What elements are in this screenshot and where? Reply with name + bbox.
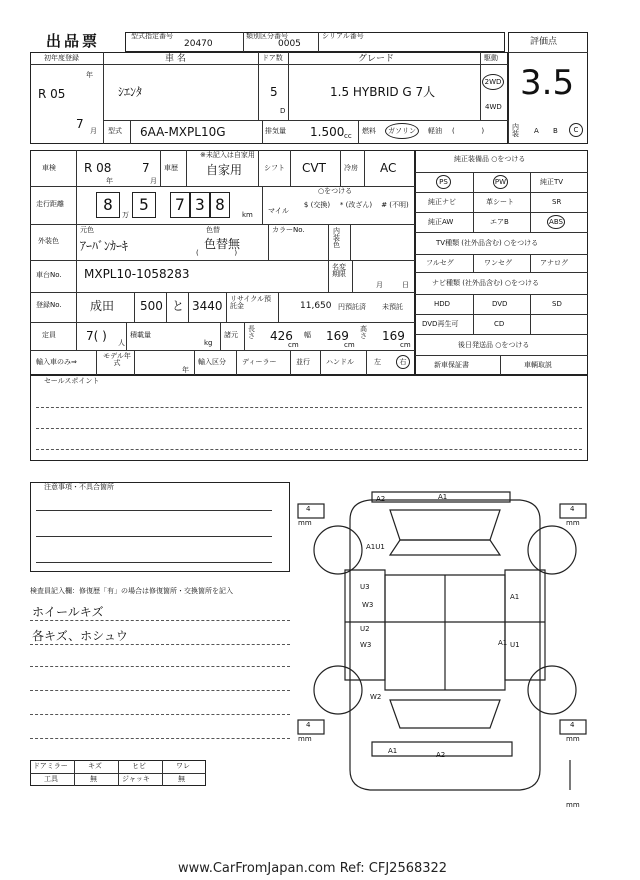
interior-grade-c-circled: C: [569, 123, 583, 137]
tread-front-left: 4: [306, 505, 311, 513]
tread-unit: mm: [566, 735, 580, 743]
equip-leather: 革シート: [486, 198, 514, 206]
tv-label: TV種類 (社外品含む) ○をつける: [436, 239, 539, 247]
interior-grade-a: A: [534, 127, 539, 135]
tread-rear-left: 4: [306, 721, 311, 729]
header-codes: [125, 32, 505, 52]
length-label: 長さ: [248, 325, 255, 340]
damage-mark: W3: [362, 601, 374, 609]
category-label: 類別区分番号: [246, 32, 288, 40]
equip-ps-circled: PS: [436, 175, 451, 189]
equip-pw-circled: PW: [493, 175, 508, 189]
recycle-label: リサイクル預託金: [230, 295, 272, 310]
grade-value: 1.5 HYBRID G 7人: [330, 85, 436, 99]
recycle-unpaid: 未預託: [382, 303, 403, 311]
repaint-label: 色替: [206, 226, 220, 234]
drive-label: 駆動: [484, 54, 498, 62]
year-unit: 年: [86, 71, 93, 79]
tamper-label: * (改ざん): [339, 201, 373, 209]
mileage-digit: 3: [190, 192, 210, 218]
legend-header: ワレ: [176, 762, 190, 770]
tread-unit: mm: [566, 801, 580, 809]
legend-header: ヒビ: [132, 762, 146, 770]
tread-front-right: 4: [570, 505, 575, 513]
inspector-label: 検査員記入欄：修復歴「有」の場合は修復箇所・交換箇所を記入: [30, 587, 233, 595]
reg-label: 登録No.: [36, 301, 62, 309]
damage-mark: A2: [436, 751, 446, 759]
handle-right-circled: 右: [396, 355, 410, 369]
height-value: 169: [382, 329, 405, 343]
unknown-label: # (不明): [381, 201, 409, 209]
chassis-label: 車台No.: [36, 271, 62, 279]
month-unit: 月: [90, 127, 97, 135]
damage-mark: A1: [498, 639, 508, 647]
car-name-label: 車 名: [165, 54, 186, 64]
width-label: 幅: [304, 331, 311, 339]
ac-value: AC: [380, 161, 397, 175]
handle-label: ハンドル: [326, 358, 354, 366]
import-label: 輸入車のみ⇒: [36, 358, 77, 366]
handle-left: 左: [374, 358, 381, 366]
equip-tv: 純正TV: [540, 178, 564, 186]
color-no-label: カラーNo.: [272, 226, 305, 234]
fuel-value-circled: ガソリン: [385, 123, 419, 139]
displacement-unit: cc: [344, 132, 352, 140]
tv-oneseg: ワンセグ: [484, 259, 512, 267]
exchange-label: $ (交換): [303, 201, 331, 209]
reg-kana: と: [172, 299, 185, 313]
type-label: 型式: [108, 127, 122, 135]
reg-area: 成田: [90, 299, 115, 313]
damage-mark: A2: [376, 495, 386, 503]
odometer-circle-hint: ○をつける: [318, 187, 353, 195]
legend-value: 無: [90, 775, 97, 783]
inspection-label: 車検: [42, 164, 56, 172]
interior-label: 内装: [512, 123, 519, 138]
length-value: 426: [270, 329, 293, 343]
watermark: www.CarFromJapan.com Ref: CFJ2568322: [178, 861, 448, 876]
tread-unit: mm: [298, 735, 312, 743]
reg-class: 500: [140, 299, 163, 313]
original-color-label: 元色: [80, 226, 94, 234]
form-title: 出品票: [46, 32, 101, 50]
notes-label: 注意事項・不具合箇所: [44, 483, 114, 491]
reg-number: 3440: [192, 299, 223, 313]
mileage-man: 万: [122, 211, 129, 219]
history-note: ※未記入は自家用: [200, 151, 255, 159]
equip-aw: 純正AW: [428, 218, 454, 226]
legend-header: ドアミラー: [33, 762, 68, 770]
equip-airbag: エアB: [490, 218, 509, 226]
interior-grade-b: B: [553, 127, 558, 135]
damage-mark: U2: [360, 625, 370, 633]
type-value: 6AA-MXPL10G: [140, 125, 226, 139]
mileage-unit: km: [242, 211, 253, 219]
equip-sr: SR: [552, 198, 562, 206]
recycle-value: 11,650: [300, 301, 332, 311]
first-reg-era: R 05: [38, 87, 66, 101]
mileage-label: 走行距離: [36, 200, 64, 208]
first-reg-month: 7: [76, 117, 84, 131]
mileage-digit: 8: [210, 192, 230, 218]
fuel-label: 燃料: [362, 127, 376, 135]
navi-hdd: HDD: [434, 300, 451, 308]
load-label: 積載量: [130, 331, 151, 339]
later-warranty: 新車保証書: [434, 361, 469, 369]
notes-box: [30, 482, 290, 572]
drive-4wd: 4WD: [485, 103, 502, 111]
tread-unit: mm: [566, 519, 580, 527]
size-unit: cm: [400, 341, 411, 349]
car-name-value: ｼｴﾝﾀ: [118, 85, 143, 99]
grade-label: グレード: [358, 54, 395, 64]
displacement-label: 排気量: [265, 127, 286, 135]
capacity-unit: 人: [118, 339, 125, 347]
legend-value: 工具: [44, 775, 58, 783]
navi-dvd: DVD: [492, 300, 508, 308]
inspector-line-1: ホイールキズ: [32, 605, 104, 619]
first-reg-label: 初年度登録: [44, 54, 79, 62]
damage-mark: W2: [370, 693, 382, 701]
damage-mark: U1: [510, 641, 520, 649]
tread-unit: mm: [298, 519, 312, 527]
category-value: 0005: [278, 39, 301, 49]
inspection-value: R 08: [84, 161, 112, 175]
doors-label: ドア数: [262, 54, 283, 62]
car-damage-diagram: [290, 480, 590, 810]
navi-sd: SD: [552, 300, 562, 308]
eval-score: 3.5: [520, 63, 575, 103]
navi-cd: CD: [494, 320, 505, 328]
size-label: 諸元: [224, 331, 238, 339]
mileage-digit: 5: [132, 192, 156, 218]
navi-dvd-play: DVD再生可: [422, 320, 459, 328]
ac-label: 冷房: [344, 164, 358, 172]
tv-fullseg: フルセグ: [426, 259, 454, 267]
height-label: 高さ: [360, 325, 367, 340]
model-year-label: モデル年式: [103, 352, 131, 367]
model-spec-value: 20470: [184, 39, 213, 49]
equip-navi: 純正ナビ: [428, 198, 456, 206]
displacement-value: 1.500: [310, 125, 345, 139]
doors-sub: D: [280, 107, 286, 115]
light-oil-label: 軽油: [428, 127, 442, 135]
mile-label: マイル: [268, 207, 289, 215]
inspection-month: 7: [142, 161, 150, 175]
later-manual: 車輌取説: [524, 361, 552, 369]
exterior-label: 外装色: [38, 237, 59, 245]
capacity-value: 7( ): [86, 329, 107, 343]
chassis-value: MXPL10-1058283: [84, 267, 190, 281]
genuine-label: 純正装備品 ○をつける: [454, 155, 526, 163]
dealer-label: ディーラー: [242, 358, 277, 366]
mileage-digit: 8: [96, 192, 120, 218]
later-label: 後日発送品 ○をつける: [458, 341, 530, 349]
interior-color-label: 内装色: [333, 227, 340, 249]
inspector-line-2: 各キズ、ホシュウ: [32, 629, 128, 643]
shift-value: CVT: [302, 161, 326, 175]
damage-mark: W3: [360, 641, 372, 649]
mileage-digit: 7: [170, 192, 190, 218]
history-value: 自家用: [206, 163, 243, 177]
damage-mark: A1: [388, 747, 398, 755]
serial-label: シリアル番号: [322, 32, 364, 40]
navi-label: ナビ種類 (社外品含む) ○をつける: [432, 279, 540, 287]
doors-value: 5: [270, 85, 278, 99]
parallel-label: 並行: [296, 358, 310, 366]
damage-mark: A1: [438, 493, 448, 501]
recycle-unit: 円預託済: [338, 303, 366, 311]
capacity-label: 定員: [42, 331, 56, 339]
load-unit: kg: [204, 339, 213, 347]
import-class-label: 輸入区分: [198, 358, 226, 366]
exterior-value: ｱｰﾊﾞﾝｶｰｷ: [80, 239, 129, 253]
history-label: 車歴: [164, 164, 178, 172]
shift-label: シフト: [264, 164, 285, 172]
width-value: 169: [326, 329, 349, 343]
drive-2wd-circled: 2WD: [482, 74, 504, 90]
model-spec-label: 型式指定番号: [131, 32, 173, 40]
name-change-label: 名変期限: [332, 263, 346, 278]
damage-mark: U3: [360, 583, 370, 591]
legend-header: キズ: [88, 762, 102, 770]
eval-label: 評価点: [530, 37, 558, 47]
tv-analog: アナログ: [540, 259, 568, 267]
damage-mark: A1U1: [366, 543, 385, 551]
damage-mark: A1: [510, 593, 520, 601]
equip-abs-circled: ABS: [547, 215, 565, 229]
repaint-value: 色替無: [204, 237, 241, 251]
legend-value: 無: [178, 775, 185, 783]
tread-rear-right: 4: [570, 721, 575, 729]
legend-value: ジャッキ: [122, 775, 150, 783]
sales-point-label: セールスポイント: [44, 377, 100, 385]
